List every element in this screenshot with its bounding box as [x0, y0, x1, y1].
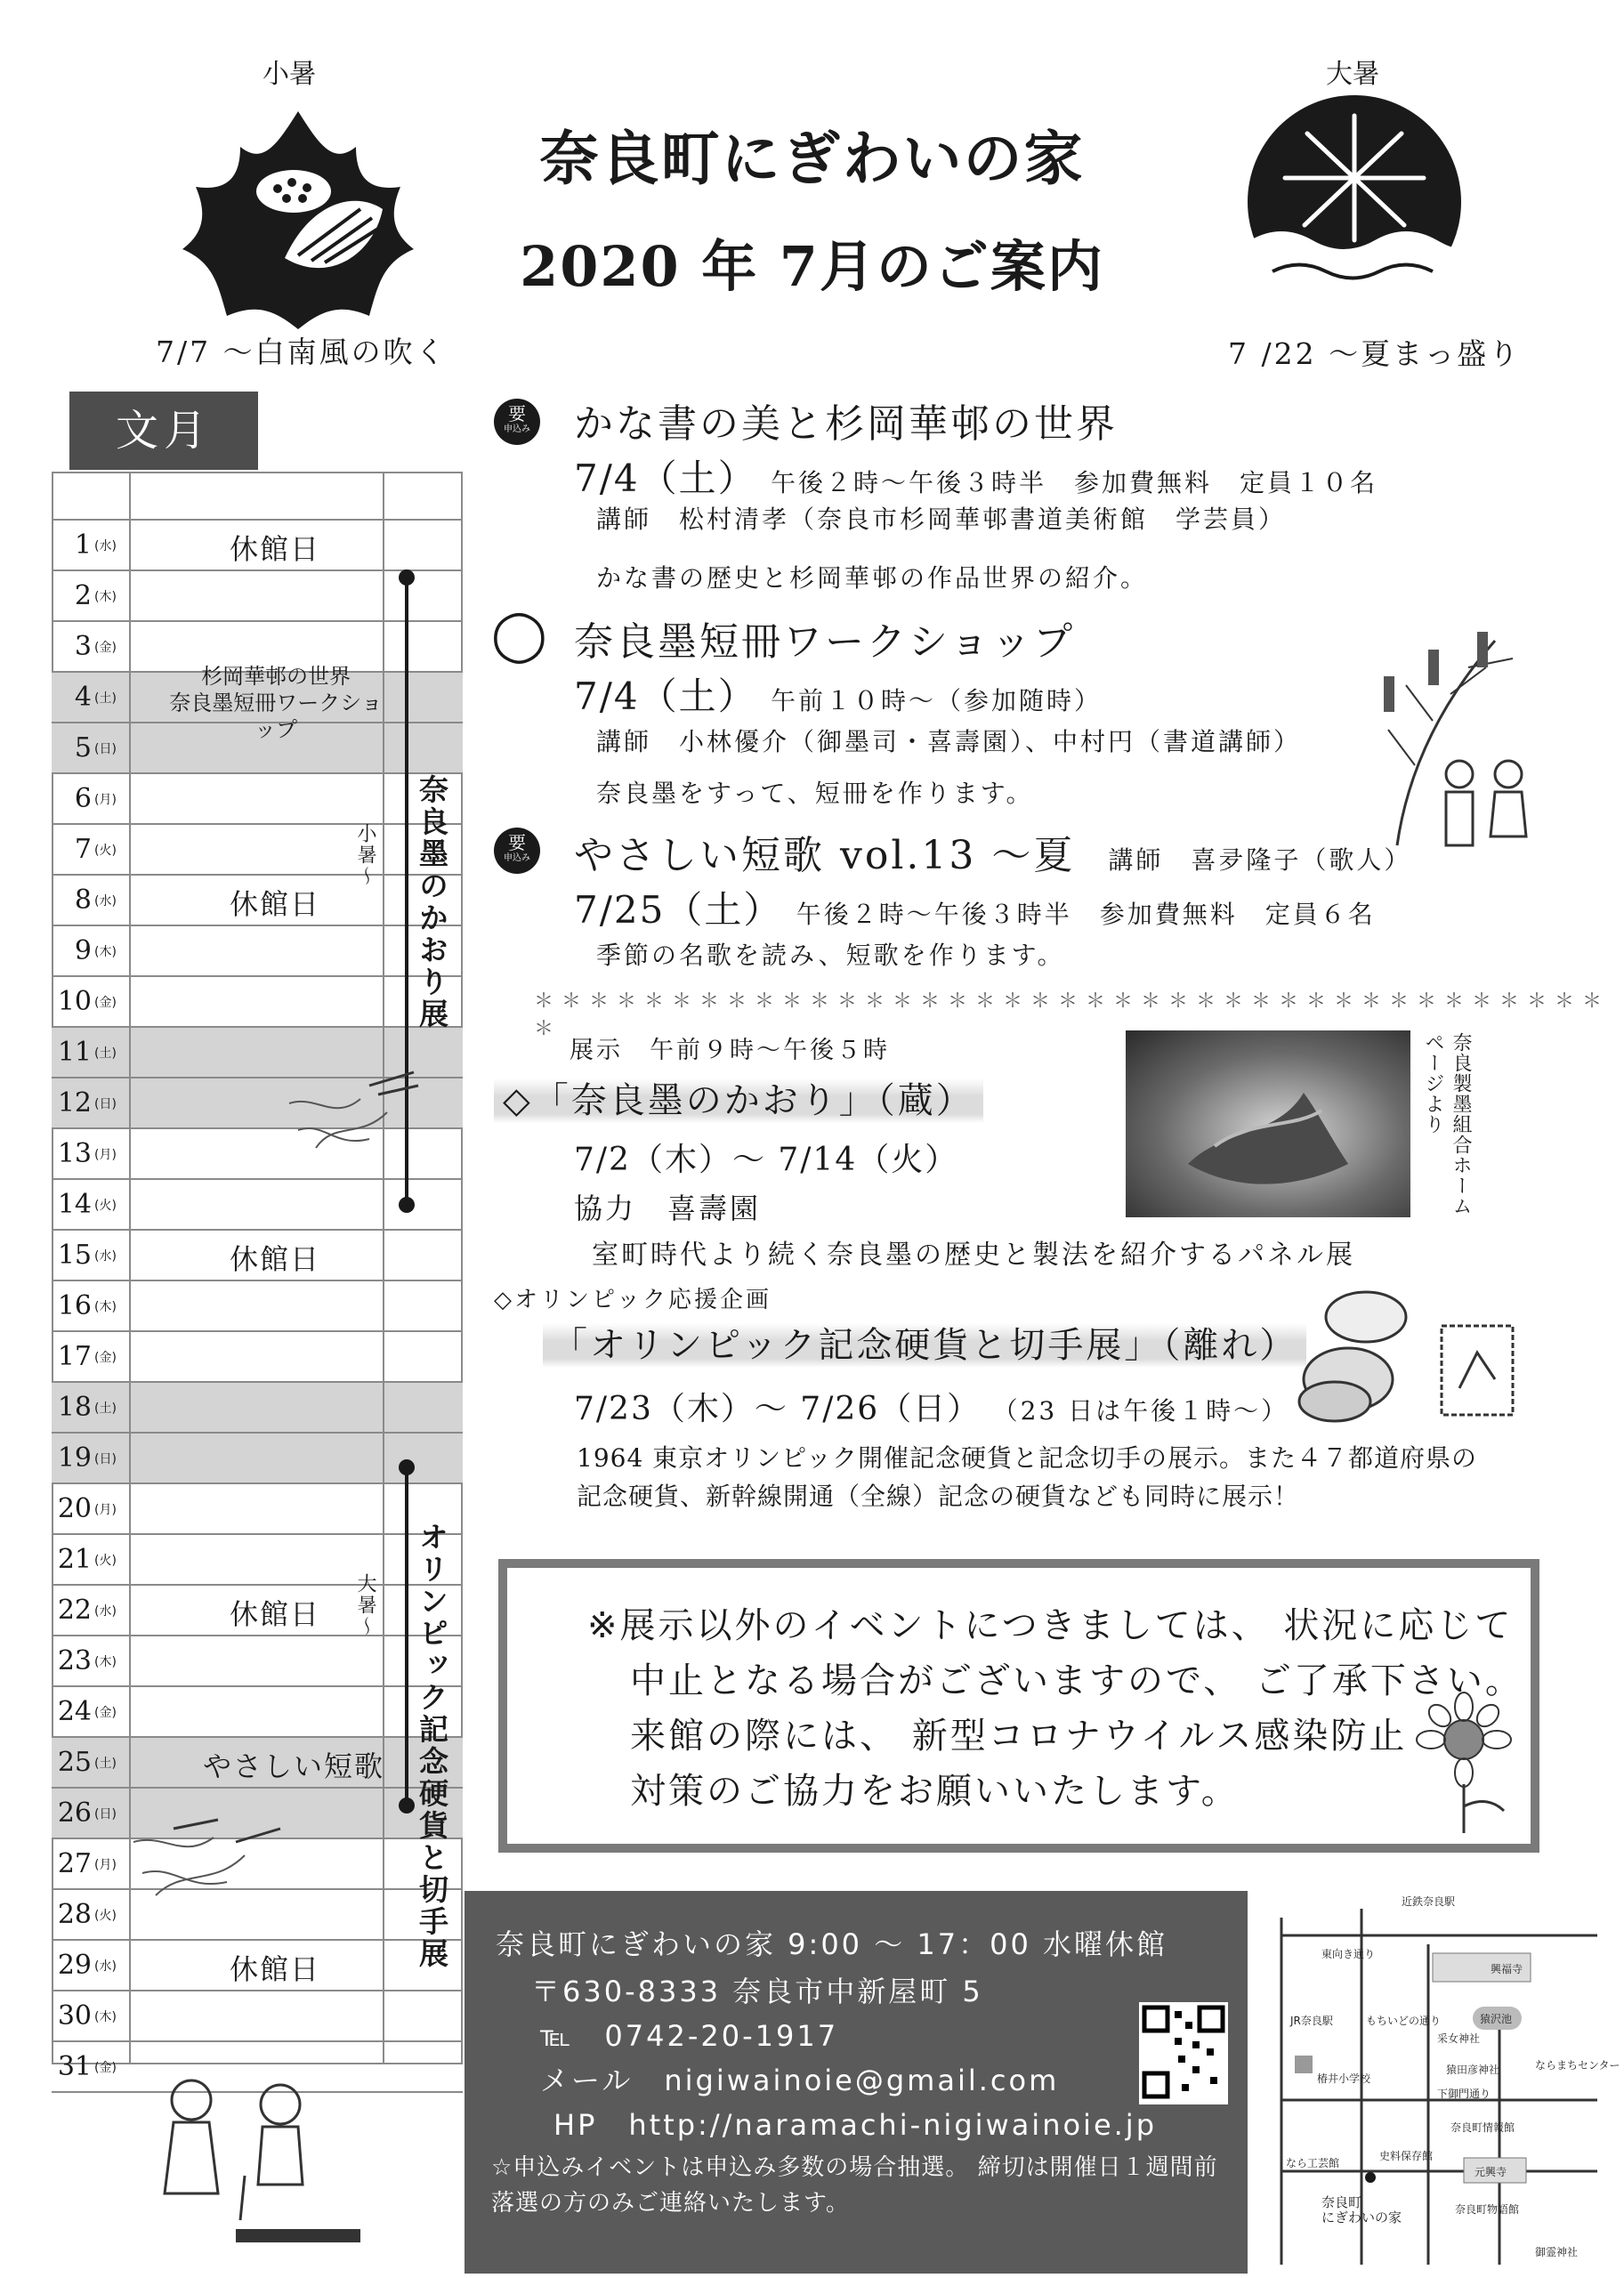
calendar-day-row [52, 1738, 463, 1789]
event2-title: 奈良墨短冊ワークショップ [574, 619, 1076, 665]
shosho-mark: 小暑〜 [354, 823, 376, 887]
divider: ＊＊＊＊＊＊＊＊＊＊＊＊＊＊＊＊＊＊＊＊＊＊＊＊＊＊＊＊＊＊＊＊＊＊＊＊＊＊＊＊ [534, 990, 1611, 1040]
exhibit2-kicker: ◇オリンピック応援企画 [494, 1287, 772, 1313]
calendar-day-row [52, 774, 463, 825]
page-title: 奈良町にぎわいの家 [539, 124, 1085, 193]
event2-desc: 奈良墨をすって、短冊を作ります。 [596, 779, 1034, 808]
day-number: 20 [57, 1493, 92, 1524]
day-number: 22 [57, 1595, 92, 1626]
access-map [1268, 1891, 1620, 2274]
map-label: ならまちセンター [1535, 2059, 1620, 2072]
day-of-week: (水) [94, 894, 117, 909]
photo-caption: 奈良製墨組合ホームページより [1422, 1032, 1472, 1216]
day-of-week: (月) [94, 1148, 117, 1162]
children-sketch-icon [147, 2069, 369, 2256]
day-number: 1 [74, 529, 92, 561]
day-number: 15 [57, 1240, 92, 1271]
footer-phone: ℡ 0742-20-1917 [540, 2019, 839, 2053]
event2-date: 7/4（土） 午前１０時～（参加随時） [574, 675, 1102, 718]
day-of-week: (日) [94, 742, 117, 756]
map-label: 猿田彦神社 [1446, 2064, 1500, 2076]
event1-title: かな書の美と杉岡華邨の世界 [574, 401, 1118, 447]
footer-email[interactable]: メール nigiwainoie@gmail.com [540, 2064, 1060, 2097]
calendar-day-row [52, 1281, 463, 1332]
day-number: 8 [74, 885, 92, 916]
exhibit1-vertical: 奈良墨のかおり展 [415, 774, 449, 1030]
calendar-day-row [52, 1332, 463, 1383]
footer-note1: ☆申込みイベントは申込み多数の場合抽選。 締切は開催日１週間前 [491, 2154, 1218, 2181]
exhibit2-dates: 7/23（木）～ 7/26（日） （23 日は午後１時～） [574, 1391, 1289, 1427]
exhibit1-desc: 室町時代より続く奈良墨の歴史と製法を紹介するパネル展 [592, 1240, 1355, 1271]
day-number: 21 [57, 1544, 92, 1575]
day-of-week: (金) [94, 1706, 117, 1720]
day-number: 2 [74, 580, 92, 611]
qr-code[interactable] [1139, 2002, 1228, 2104]
day-of-week: (金) [94, 2061, 117, 2075]
exhibit2-desc2: 記念硬貨、新幹線開通（全線）記念の硬貨なども同時に展示！ [577, 1482, 1300, 1511]
day-number: 26 [57, 1797, 92, 1829]
map-label: 猿沢池 [1480, 2013, 1513, 2025]
event3-desc: 季節の名歌を読み、短歌を作ります。 [596, 941, 1065, 970]
apply-required-badge-2: 要 申込み [494, 828, 540, 874]
exhibit2-title: 「オリンピック記念硬貨と切手展」（離れ） [543, 1317, 1306, 1368]
day-of-week: (木) [94, 945, 117, 959]
day-number: 23 [57, 1645, 92, 1676]
day-number: 27 [57, 1848, 92, 1879]
day-of-week: (火) [94, 1199, 117, 1213]
day-number: 17 [57, 1341, 92, 1372]
map-label: 奈良町情報館 [1450, 2121, 1515, 2134]
taisho-mark: 大暑〜 [354, 1573, 376, 1637]
event1-date: 7/4（土） 午後２時～午後３時半 参加費無料 定員１０名 [574, 456, 1378, 500]
day-number: 6 [74, 783, 92, 814]
map-label: 興福寺 [1491, 1963, 1523, 1975]
day-of-week: (月) [94, 1858, 117, 1872]
event3-date: 7/25（土） 午後２時～午後３時半 参加費無料 定員６名 [574, 888, 1376, 932]
day-number: 25 [57, 1747, 92, 1778]
day-of-week: (日) [94, 1807, 117, 1822]
calendar-day-row [52, 1586, 463, 1636]
calendar-header-row [52, 472, 463, 521]
day-of-week: (日) [94, 1097, 117, 1111]
calendar-day-row [52, 1231, 463, 1281]
map-label: 東向き通り [1321, 1948, 1376, 1960]
map-label: 奈良町 [1321, 2194, 1362, 2210]
event1-lecturer: 講師 松村清孝（奈良市杉岡華邨書道美術館 学芸員） [596, 505, 1287, 534]
map-label: 奈良町物語館 [1455, 2203, 1520, 2216]
calendar-day-row [52, 1484, 463, 1535]
calendar-day-row [52, 1636, 463, 1687]
event1-desc: かな書の歴史と杉岡華邨の作品世界の紹介。 [596, 563, 1149, 593]
day-of-week: (火) [94, 1554, 117, 1568]
footer-note2: 落選の方のみご連絡いたします。 [491, 2190, 850, 2217]
map-label: JR奈良駅 [1290, 2015, 1333, 2027]
day4-event-line1: 杉岡華邨の世界 [201, 664, 351, 689]
day-number: 18 [57, 1392, 92, 1423]
day-of-week: (月) [94, 1503, 117, 1517]
exhibit-hours: 展示 午前９時～午後５時 [570, 1037, 890, 1064]
day-number: 24 [57, 1696, 92, 1727]
day-of-week: (木) [94, 1655, 117, 1669]
map-label: にぎわいの家 [1321, 2209, 1402, 2225]
apply-required-badge: 要 申込み [494, 399, 540, 445]
exhibit1-dates: 7/2（木）～ 7/14（火） [574, 1142, 959, 1178]
day-of-week: (日) [94, 1452, 117, 1466]
calendar-tab: 文月 [69, 392, 258, 470]
notice-line1: ※展示以外のイベントにつきましては、 状況に応じて [587, 1605, 1514, 1646]
sunflower-icon [1406, 1691, 1522, 1833]
page-subtitle: 2020 年 7月のご案内 [520, 234, 1104, 299]
footer-address: 〒630-8333 奈良市中新屋町 5 [531, 1975, 983, 2008]
day-number: 29 [57, 1950, 92, 1981]
day-event: 休館日 [230, 1952, 321, 1986]
day-event: 休館日 [230, 532, 321, 566]
qr-code-icon [1139, 2002, 1228, 2104]
calendar-day-row [52, 825, 463, 876]
footer-box [465, 1891, 1248, 2274]
coins-stamp-icon [1299, 1281, 1531, 1424]
calendar-day-row [52, 876, 463, 926]
map-label: 元興寺 [1475, 2166, 1507, 2178]
day-of-week: (水) [94, 1249, 117, 1264]
day-of-week: (土) [94, 691, 117, 706]
day-of-week: (土) [94, 1757, 117, 1771]
day-number: 10 [57, 986, 92, 1017]
footer-website[interactable]: HP http://naramachi-nigiwainoie.jp [553, 2108, 1158, 2142]
day-event: やさしい短歌 [203, 1749, 385, 1783]
calendar-day-row [52, 977, 463, 1028]
exhibit2-desc1: 1964 東京オリンピック開催記念硬貨と記念切手の展示。また４７都道府県の [577, 1443, 1478, 1473]
calendar-day-row [52, 1687, 463, 1738]
day-of-week: (金) [94, 996, 117, 1010]
left-season-desc: 7/7 ～白南風の吹く [156, 335, 448, 369]
calendar-day-row [52, 1383, 463, 1434]
left-season-label: 小暑 [263, 59, 316, 90]
calendar-day-row [52, 1535, 463, 1586]
notice-line3: 来館の際には、 新型コロナウイルス感染防止 [630, 1716, 1408, 1757]
day-number: 3 [74, 631, 92, 662]
calendar-day-row [52, 1941, 463, 1991]
day-number: 11 [57, 1037, 92, 1068]
day-of-week: (火) [94, 1909, 117, 1923]
day4-event [165, 663, 387, 743]
day-number: 9 [74, 935, 92, 966]
day-of-week: (水) [94, 1604, 117, 1619]
day-number: 7 [74, 834, 92, 865]
day4-event-line2: 奈良墨短冊ワークショップ [169, 691, 383, 742]
day-number: 16 [57, 1290, 92, 1321]
map-label: 近鉄奈良駅 [1402, 1895, 1456, 1908]
day-number: 19 [57, 1442, 92, 1474]
map-label: 椿井小学校 [1317, 2072, 1371, 2085]
calendar-day-row [52, 1991, 463, 2042]
day-of-week: (月) [94, 793, 117, 807]
exhibit1-coop: 協力 喜壽園 [574, 1192, 762, 1225]
inkmaking-photo [1126, 1030, 1410, 1217]
exhibit2-vertical: オリンピック記念硬貨と切手展 [415, 1522, 449, 1970]
event2-symbol: ◯ [491, 606, 547, 664]
day-number: 13 [57, 1138, 92, 1169]
day-number: 28 [57, 1899, 92, 1930]
day-of-week: (水) [94, 1959, 117, 1974]
notice-line2: 中止となる場合がございますので、 ご了承下さい。 [630, 1660, 1523, 1701]
day-of-week: (水) [94, 539, 117, 553]
right-season-label: 大暑 [1326, 59, 1379, 90]
calendar-day-row [52, 1434, 463, 1484]
day-event: 休館日 [230, 1242, 321, 1276]
day-of-week: (金) [94, 641, 117, 655]
day-number: 31 [57, 2051, 92, 2082]
day-event: 休館日 [230, 887, 321, 921]
grass-sketch-icon-2 [129, 1815, 289, 1913]
day-number: 5 [74, 732, 92, 763]
day-number: 12 [57, 1087, 92, 1119]
event3-title: やさしい短歌 vol.13 ～夏 講師 喜夛隆子（歌人） [574, 833, 1412, 878]
day-of-week: (火) [94, 844, 117, 858]
map-label: 史料保存館 [1379, 2150, 1434, 2162]
map-label: もちいどの通り [1366, 2015, 1442, 2027]
day-of-week: (金) [94, 1351, 117, 1365]
hands-photo-icon [1126, 1030, 1410, 1217]
calendar-day-row [52, 926, 463, 977]
fireworks-icon [1246, 93, 1464, 311]
day-number: 14 [57, 1189, 92, 1220]
grass-sketch-icon [280, 1068, 423, 1166]
day-of-week: (木) [94, 590, 117, 604]
footer-hours: 奈良町にぎわいの家 9:00 ～ 17：00 水曜休館 [496, 1927, 1168, 1961]
day-number: 4 [74, 682, 92, 713]
day-of-week: (土) [94, 1402, 117, 1416]
day-of-week: (木) [94, 1300, 117, 1314]
map-label: 御霊神社 [1535, 2246, 1579, 2258]
day-event: 休館日 [230, 1597, 321, 1631]
right-season-desc: 7 /22 ～夏まっ盛り [1228, 336, 1522, 371]
map-label: なら工芸館 [1286, 2157, 1340, 2169]
event2-lecturer: 講師 小林優介（御墨司・喜壽園）、中村円（書道講師） [596, 727, 1302, 756]
day-of-week: (木) [94, 2010, 117, 2024]
day-number: 30 [57, 2000, 92, 2032]
day-of-week: (土) [94, 1046, 117, 1061]
map-label: 采女神社 [1437, 2032, 1481, 2045]
lotus-icon [178, 93, 418, 334]
map-label: 下御門通り [1437, 2088, 1491, 2100]
notice-line4: 対策のご協力をお願いいたします。 [630, 1771, 1240, 1812]
exhibit1-title: ◇「奈良墨のかおり」（蔵） [494, 1072, 983, 1123]
calendar-day-row [52, 521, 463, 571]
